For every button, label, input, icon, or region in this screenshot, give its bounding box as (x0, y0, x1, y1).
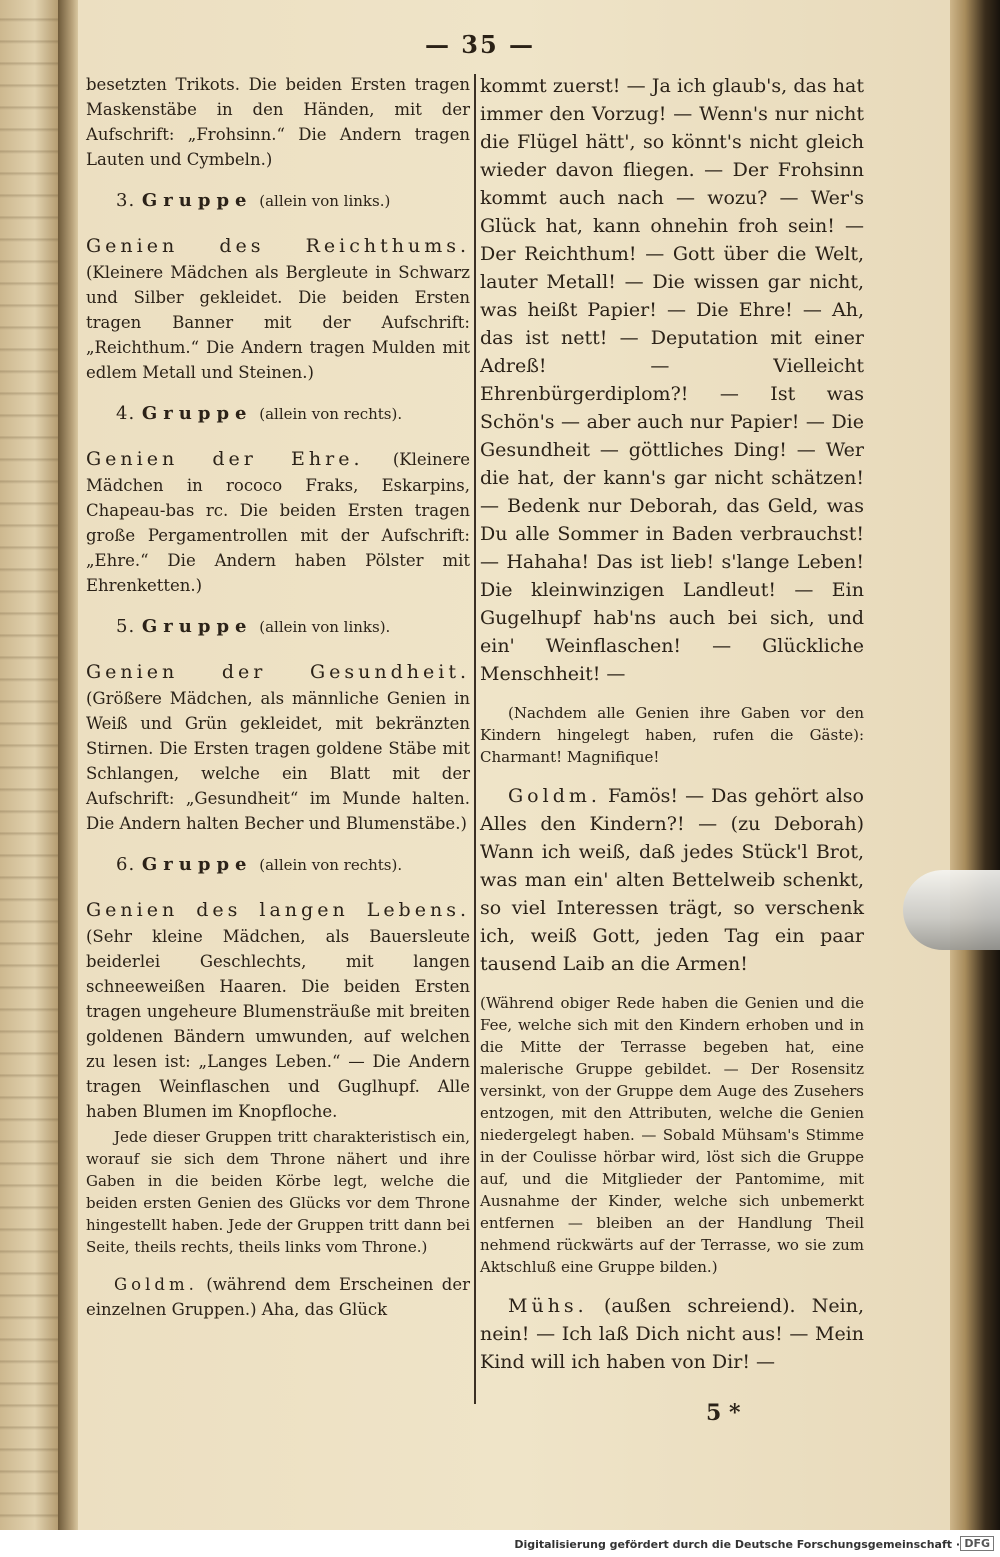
group-4-text (86, 445, 470, 598)
group-5-text (86, 658, 470, 836)
group-3-title: Genien des Reichthums. (86, 235, 470, 257)
group-5-description: (Größere Mädchen, als männliche Genien in Weiß und Grün gekleidet, mit bekränzten Stirnen. Die Ersten tragen goldene Stäbe mit Schlangen, welche ein Blatt mit der Aufschrift: „Gesundheit“ im Munde halten. Die Andern halten Becher und Blumenstäbe.) (86, 689, 470, 833)
muehs-line (480, 1292, 864, 1376)
previous-page-edge (0, 0, 58, 1530)
group-3-heading (116, 188, 470, 214)
group-6-stage-direction: Jede dieser Gruppen tritt charakteristisch ein, worauf sie sich dem Throne nähert und ihre Gaben in die beiden Körbe legt, welche die beiden ersten Genien des Glücks vor dem Throne hingestellt haben. Jede der Gruppen tritt dann bei Seite, theils rechts, theils links vom Throne.) (86, 1128, 470, 1256)
page-edge-shadow (950, 0, 1000, 1530)
stage-direction-1: (Nachdem alle Genien ihre Gaben vor den Kindern hingelegt haben, rufen die Gäste): Charmant! Magnifique! (480, 704, 864, 766)
group-5-number: 5. (116, 616, 136, 637)
page-number: — 35 — (424, 30, 536, 59)
group-6-direction: (allein von rechts). (259, 856, 403, 874)
right-paragraph-1: kommt zuerst! — Ja ich glaub's, das hat immer den Vorzug! — Wenn's nur nicht die Flügel hätt', so könnt's nicht gleich wieder davon fliegen. — Der Frohsinn kommt auch nach — wozu? — Wer's Glück hat, kann ohnehin froh sein! — Der Reichthum! — Gott über die Welt, lauter Metall! — Die wissen gar nicht, was heißt Papier! — Die Ehre! — Ah, das ist nett! — Deputation mit einer Adreß! — Vielleicht Ehrenbürgerdiplom?! — Ist was Schön's — aber auch nur Papier! — Die Gesundheit — göttliches Ding! — Wer die hat, der kann's gar nicht schätzen! — Bedenk nur Deborah, das Geld, was Du alle Sommer in Baden verbrauchst! — Hahaha! Das ist lieb! s'lange Leben! Die kleinwinzigen Landleut! — Ein Gugelhupf hab'ns auch bei sich, und ein' Weinflaschen! — Glückliche Menschheit! — (480, 75, 864, 685)
previous-page-text-lines (0, 0, 58, 1530)
group-4-direction: (allein von rechts). (259, 405, 403, 423)
footer-bar (0, 1530, 1000, 1557)
group-4-word: Gruppe (141, 403, 253, 424)
muehs-text: (außen schreiend). Nein, nein! — Ich laß Dich nicht aus! — Mein Kind will ich haben von Dir! — (480, 1295, 864, 1373)
goldm-line-right (480, 782, 864, 978)
goldm-speaker-right: Goldm. (508, 785, 601, 807)
goldm-speaker-left: Goldm. (114, 1275, 198, 1294)
group-3-text (86, 232, 470, 385)
group-5-direction: (allein von links). (259, 618, 391, 636)
group-4-number: 4. (116, 403, 136, 424)
group-3-word: Gruppe (141, 190, 253, 211)
group-4-description: (Kleinere Mädchen in rococo Fraks, Eskarpins, Chapeau-bas rc. Die beiden Ersten tragen große Pergamentrollen mit der Aufschrift: „Ehre.“ Die Andern haben Pölster mit Ehrenketten.) (86, 450, 471, 595)
group-6-word: Gruppe (141, 854, 253, 875)
dfg-logo: DFG (960, 1536, 994, 1551)
group-6-number: 6. (116, 854, 136, 875)
group-6-description: (Sehr kleine Mädchen, als Bauersleute beiderlei Geschlechts, mit langen schneeweißen Haaren. Die beiden Ersten tragen ungeheure Blumensträuße mit breiten goldenen Bändern umwunden, auf welchen zu lesen ist: „Langes Leben.“ — Die Andern tragen Weinflaschen und Guglhupf. Alle haben Blumen im Knopfloche. (86, 927, 470, 1121)
group-3-direction: (allein von links.) (259, 192, 391, 210)
footer-credit: Digitalisierung gefördert durch die Deutsche Forschungsgemeinschaft · (514, 1538, 960, 1551)
group-4-heading (116, 401, 470, 427)
group-6-title: Genien des langen Lebens. (86, 899, 470, 921)
muehs-speaker: Mühs. (508, 1295, 588, 1317)
scanner-clip (903, 870, 1000, 950)
group-3-number: 3. (116, 190, 136, 211)
signature-mark: 5 * (706, 1400, 741, 1426)
goldm-line-left (86, 1272, 470, 1322)
group-4-title: Genien der Ehre. (86, 448, 364, 470)
book-gutter (58, 0, 78, 1530)
goldm-text-right: Famös! — Das gehört also Alles den Kindern?! — (zu Deborah) Wann ich weiß, daß jedes Stück'l Brot, was man ein' alten Bettelweib schenkt, so viel Interessen trägt, so verschenk ich, weiß Gott, jeden Tag ein paar tausend Laib an die Armen! (480, 785, 864, 975)
column-divider (474, 74, 476, 1404)
group-3-description: (Kleinere Mädchen als Bergleute in Schwarz und Silber gekleidet. Die beiden Ersten tragen Banner mit der Aufschrift: „Reichthum.“ Die Andern tragen Mulden mit edlem Metall und Steinen.) (86, 263, 470, 382)
group-6-text (86, 896, 470, 1124)
left-paragraph-1: besetzten Trikots. Die beiden Ersten tragen Maskenstäbe in den Händen, mit der Aufschrift: „Frohsinn.“ Die Andern tragen Lauten und Cymbeln.) (86, 75, 470, 169)
group-5-heading (116, 614, 470, 640)
group-5-title: Genien der Gesundheit. (86, 661, 470, 683)
right-column (480, 72, 864, 1390)
left-column (86, 72, 470, 1336)
goldm-text-left: (während dem Erscheinen der einzelnen Gruppen.) Aha, das Glück (86, 1275, 470, 1319)
stage-direction-2: (Während obiger Rede haben die Genien und die Fee, welche sich mit den Kindern erhoben und in die Mitte der Terrasse begeben hat, eine malerische Gruppe gebildet. — Der Rosensitz versinkt, von der Gruppe dem Auge des Zusehers entzogen, mit den Attributen, welche die Genien niedergelegt haben. — Sobald Mühsam's Stimme in der Coulisse hörbar wird, löst sich die Gruppe auf, und die Mitglieder der Pantomime, mit Ausnahme der Kinder, welche sich unbemerkt entfernen — bleiben an der Handlung Theil nehmend rückwärts auf der Terrasse, wo sie zum Aktschluß eine Gruppe bilden.) (480, 994, 864, 1276)
group-5-word: Gruppe (141, 616, 253, 637)
group-6-heading (116, 852, 470, 878)
